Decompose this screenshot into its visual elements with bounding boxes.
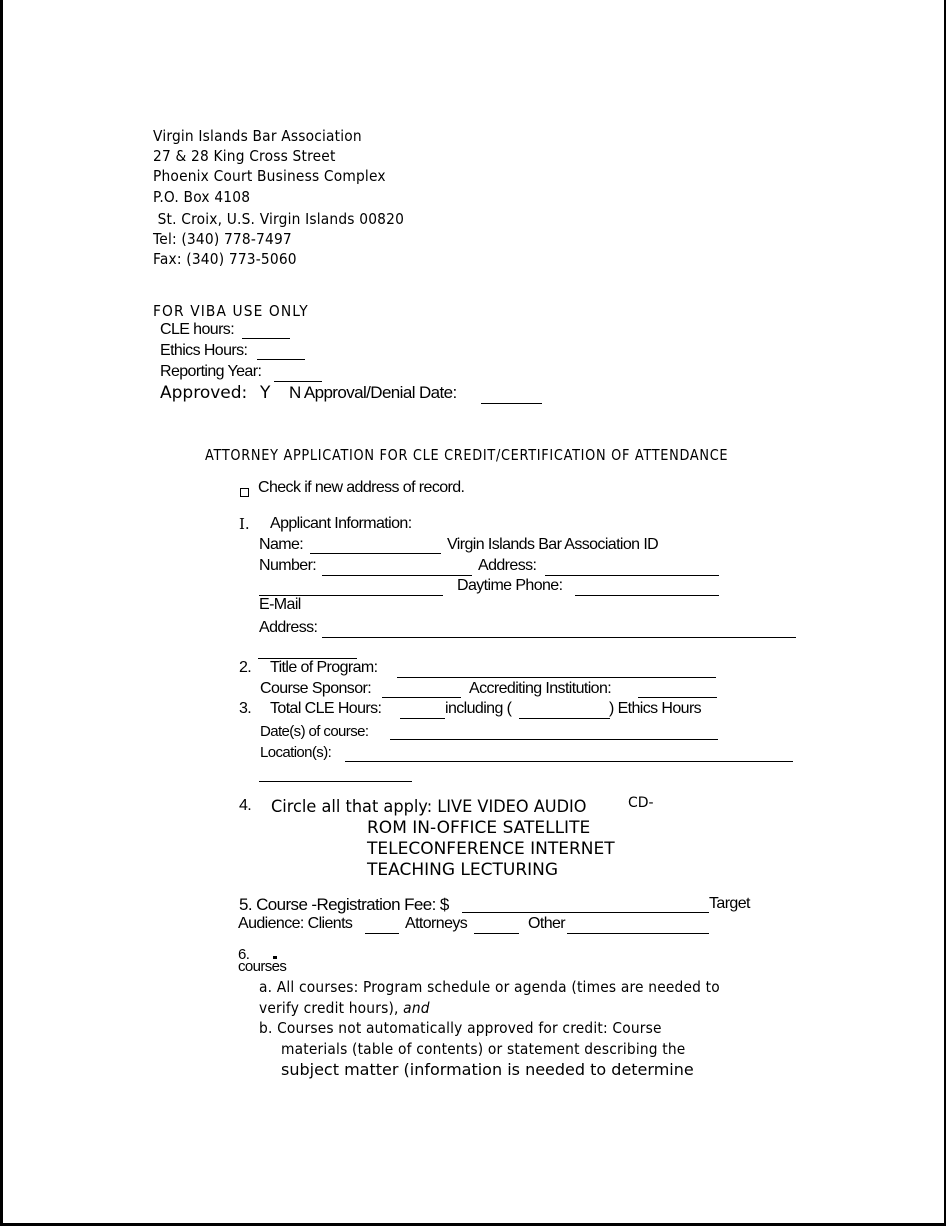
address-line: P.O. Box 4108 xyxy=(153,188,251,206)
section-6-number: 6. xyxy=(238,946,250,963)
name-label: Name: xyxy=(259,536,304,553)
locations-field[interactable] xyxy=(345,761,793,762)
section-4-number: 4. xyxy=(239,797,252,814)
title-of-program-label: Title of Program: xyxy=(270,659,378,676)
approval-date-label: N Approval/Denial Date: xyxy=(289,383,457,402)
name-field[interactable] xyxy=(310,553,441,554)
requirement-b-line-1: b. Courses not automatically approved for credit: Course xyxy=(259,1019,662,1037)
section-1-number: I. xyxy=(239,515,250,533)
cd-rom-option-start[interactable]: CD- xyxy=(628,795,654,811)
registration-fee-field[interactable] xyxy=(462,912,709,913)
course-sponsor-field[interactable] xyxy=(382,697,461,698)
requirement-and: and xyxy=(403,999,430,1017)
accrediting-institution-field[interactable] xyxy=(638,697,717,698)
fax-line: Fax: (340) 773-5060 xyxy=(153,250,297,268)
format-options-line-3[interactable]: TELECONFERENCE INTERNET xyxy=(367,839,615,859)
including-label: including ( xyxy=(445,700,512,717)
total-cle-hours-field[interactable] xyxy=(400,718,445,719)
course-sponsor-label: Course Sponsor: xyxy=(260,680,372,697)
requirement-b-line-2: materials (table of contents) or statement describing the xyxy=(281,1040,686,1058)
email-address-label: Address: xyxy=(259,619,318,636)
number-label: Number: xyxy=(259,557,317,574)
cle-hours-label: CLE hours: xyxy=(160,321,235,338)
locations-label: Location(s): xyxy=(260,744,332,761)
daytime-phone-field[interactable] xyxy=(575,595,719,596)
ethics-hours-label: Ethics Hours: xyxy=(160,342,248,359)
audience-other-label: Other xyxy=(528,915,566,932)
address-line: 27 & 28 King Cross Street xyxy=(153,147,336,165)
requirement-a-line-1: a. All courses: Program schedule or agenda (times are needed to xyxy=(259,978,720,996)
ethics-hours-suffix: ) Ethics Hours xyxy=(609,700,702,717)
format-options-line-4[interactable]: TEACHING LECTURING xyxy=(367,860,559,880)
circle-all-label: Circle all that apply: LIVE VIDEO AUDIO xyxy=(271,797,587,817)
ethics-hours-field[interactable] xyxy=(257,359,305,360)
phone-line: Tel: (340) 778-7497 xyxy=(153,230,292,248)
address-line: Phoenix Court Business Complex xyxy=(153,167,386,185)
new-address-label: Check if new address of record. xyxy=(258,479,465,496)
viba-id-label: Virgin Islands Bar Association ID xyxy=(447,536,659,553)
registration-fee-label: 5. Course -Registration Fee: $ xyxy=(239,895,449,914)
audience-attorneys-label: Attorneys xyxy=(405,915,468,932)
target-label: Target xyxy=(709,895,750,912)
requirement-a-line-2: verify credit hours), and xyxy=(259,999,430,1017)
address-label: Address: xyxy=(478,557,537,574)
title-of-program-field[interactable] xyxy=(397,677,716,678)
courses-label: courses xyxy=(238,958,287,975)
approved-label: Approved: xyxy=(160,383,248,403)
office-use-title: FOR VIBA USE ONLY xyxy=(153,302,309,320)
approval-date-field[interactable] xyxy=(481,403,542,404)
reporting-year-label: Reporting Year: xyxy=(160,363,262,380)
daytime-phone-label: Daytime Phone: xyxy=(457,577,563,594)
total-cle-hours-label: Total CLE Hours: xyxy=(270,700,382,717)
audience-clients-label: Audience: Clients xyxy=(238,915,353,932)
course-dates-label: Date(s) of course: xyxy=(260,723,369,740)
audience-clients-field[interactable] xyxy=(365,933,399,934)
email-field[interactable] xyxy=(322,637,796,638)
email-label: E-Mail xyxy=(259,596,301,613)
cle-hours-field[interactable] xyxy=(242,338,290,339)
address-line: Virgin Islands Bar Association xyxy=(153,127,362,145)
section-1-title: Applicant Information: xyxy=(270,515,412,532)
form-title: ATTORNEY APPLICATION FOR CLE CREDIT/CERTIFICATION OF ATTENDANCE xyxy=(205,446,729,464)
section-3-number: 3. xyxy=(239,700,252,717)
audience-other-field[interactable] xyxy=(567,933,709,934)
approved-yes[interactable]: Y xyxy=(260,383,271,403)
accrediting-institution-label: Accrediting Institution: xyxy=(469,680,612,697)
address-line: St. Croix, U.S. Virgin Islands 00820 xyxy=(153,210,405,228)
section-2-number: 2. xyxy=(239,659,252,676)
ethics-hours-count-field[interactable] xyxy=(519,718,610,719)
new-address-checkbox[interactable] xyxy=(240,488,249,497)
audience-attorneys-field[interactable] xyxy=(474,933,519,934)
course-dates-field[interactable] xyxy=(390,739,718,740)
address-field[interactable] xyxy=(545,575,719,576)
id-number-field[interactable] xyxy=(322,575,472,576)
requirement-b-line-3: subject matter (information is needed to determine xyxy=(281,1060,694,1079)
locations-field-continued[interactable] xyxy=(259,781,412,782)
reporting-year-field[interactable] xyxy=(274,381,322,382)
format-options-line-2[interactable]: ROM IN-OFFICE SATELLITE xyxy=(367,818,591,838)
